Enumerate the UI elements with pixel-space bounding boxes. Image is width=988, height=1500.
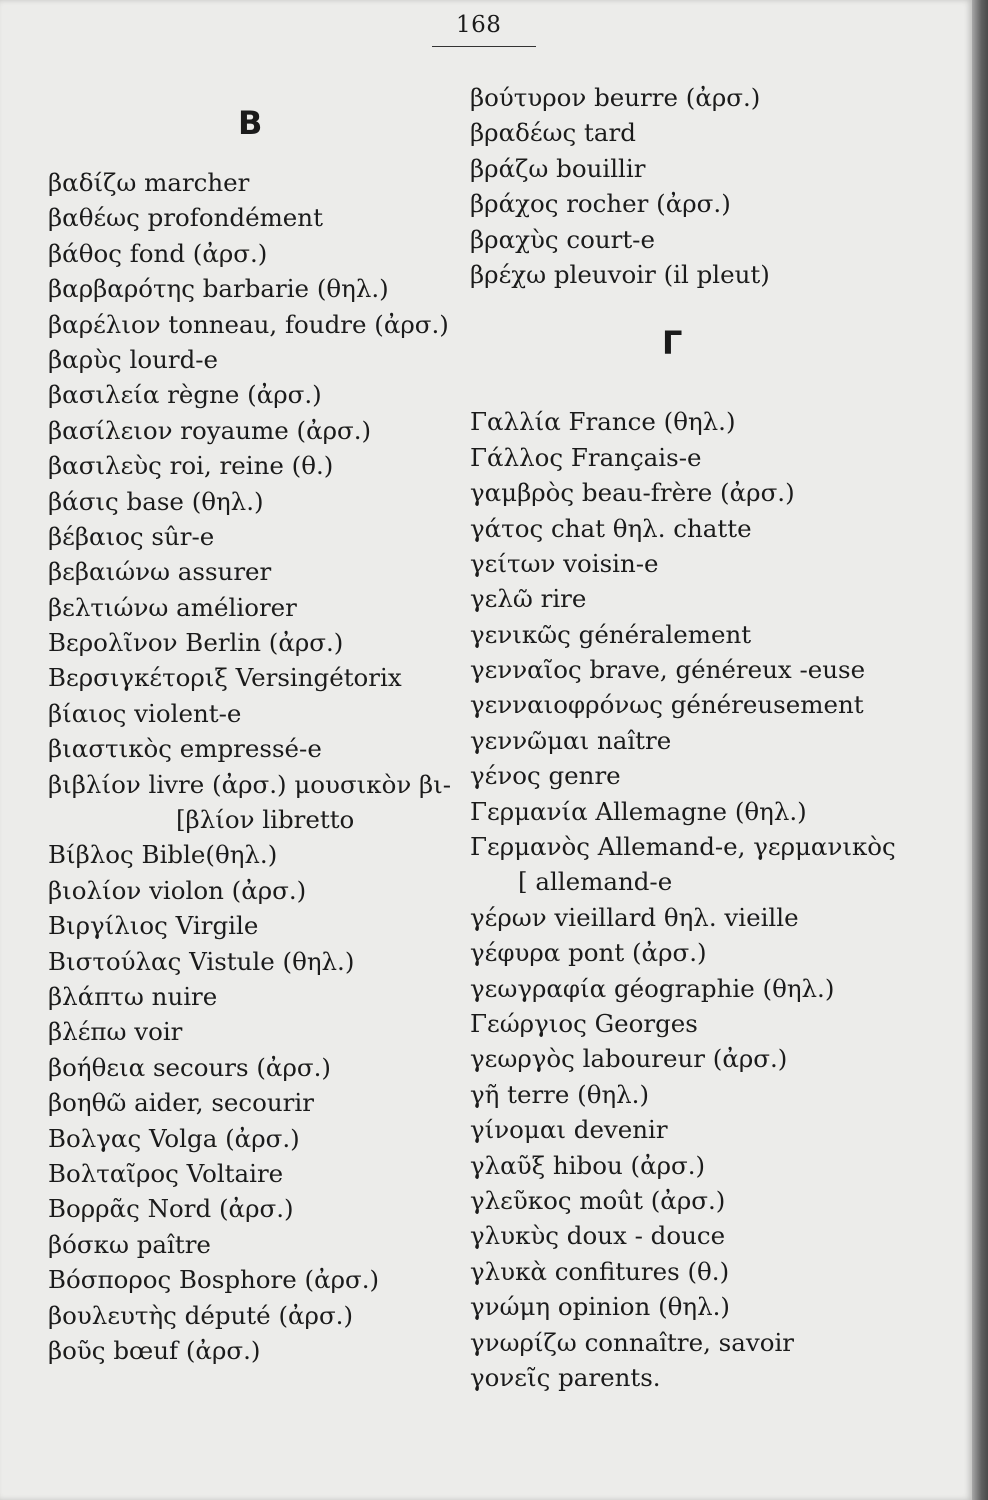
dictionary-entry: Γαλλία France (θηλ.)	[470, 407, 736, 437]
dictionary-entry: Βορρᾶς Nord (ἀρσ.)	[48, 1194, 294, 1224]
dictionary-entry: βασιλεία règne (ἀρσ.)	[48, 380, 322, 410]
dictionary-entry: γλυκὰ confitures (θ.)	[470, 1256, 730, 1286]
dictionary-entry: βοηθῶ aider, secourir	[48, 1088, 314, 1118]
dictionary-entry: γένος genre	[470, 761, 621, 791]
dictionary-entry: γνωρίζω connaître, savoir	[470, 1327, 794, 1357]
dictionary-entry: γνώμη opinion (θηλ.)	[470, 1292, 730, 1322]
dictionary-entry: βάσις base (θηλ.)	[48, 486, 264, 516]
dictionary-entry: βαρβαρότης barbarie (θηλ.)	[48, 274, 389, 304]
dictionary-entry: γελῶ rire	[470, 584, 587, 614]
dictionary-entry: βαρὺς lourd-e	[48, 344, 219, 374]
left-column	[48, 165, 468, 1368]
dictionary-entry: γείτων voisin-e	[470, 548, 659, 578]
dictionary-entry: γέρων vieillard θηλ. vieille	[470, 902, 799, 932]
dictionary-entry: γῆ terre (θηλ.)	[470, 1079, 650, 1109]
dictionary-entry: βιολίον violon (ἀρσ.)	[48, 875, 307, 905]
dictionary-entry: γενναιοφρόνως généreusement	[470, 690, 864, 720]
page-edge-shadow	[972, 0, 988, 1500]
dictionary-entry: γονεῖς parents.	[470, 1362, 661, 1392]
dictionary-entry: Βιργίλιος Virgile	[48, 911, 259, 941]
dictionary-entry: βλάπτω nuire	[48, 981, 218, 1011]
dictionary-entry: βελτιώνω améliorer	[48, 592, 297, 622]
dictionary-entry: Βόσπορος Bosphore (ἀρσ.)	[48, 1265, 380, 1295]
dictionary-entry: βραδέως tard	[470, 118, 636, 148]
dictionary-entry: βεβαιώνω assurer	[48, 557, 272, 587]
dictionary-entry: γλεῦκος moût (ἀρσ.)	[470, 1185, 726, 1215]
section-gap	[470, 292, 950, 404]
dictionary-entry: γάτος chat θηλ. chatte	[470, 513, 752, 543]
dictionary-entry: βοήθεια secours (ἀρσ.)	[48, 1052, 331, 1082]
dictionary-entry: γεννῶμαι naître	[470, 725, 672, 755]
dictionary-entry: βιβλίον livre (ἀρσ.) μουσικὸν βι-	[48, 769, 452, 799]
dictionary-entry: Γερμανία Allemagne (θηλ.)	[470, 796, 807, 826]
dictionary-entry: Βιστούλας Vistule (θηλ.)	[48, 946, 355, 976]
dictionary-entry: γίνομαι devenir	[470, 1115, 668, 1145]
dictionary-entry: Βερσιγκέτοριξ Versingétorix	[48, 663, 402, 693]
dictionary-entry: βρέχω pleuvoir (il pleut)	[470, 259, 770, 289]
section-heading-gamma: Γ	[662, 324, 683, 362]
dictionary-entry: γλυκὺς doux - douce	[470, 1221, 726, 1251]
dictionary-entry: γέφυρα pont (ἀρσ.)	[470, 938, 707, 968]
dictionary-entry: βασίλειον royaume (ἀρσ.)	[48, 415, 372, 445]
dictionary-entry: βόσκω paître	[48, 1229, 211, 1259]
dictionary-entry: Βίβλος Bible(θηλ.)	[48, 840, 278, 870]
dictionary-entry: γαμβρὸς beau-frère (ἀρσ.)	[470, 478, 795, 508]
dictionary-entry-continuation: [βλίον libretto	[176, 805, 355, 835]
dictionary-entry: Γερμανὸς Allemand-e, γερμανικὸς	[470, 832, 896, 862]
dictionary-entry: βουλευτὴς député (ἀρσ.)	[48, 1300, 354, 1330]
dictionary-entry: βράζω bouillir	[470, 153, 646, 183]
dictionary-entry: Βερολῖνον Berlin (ἀρσ.)	[48, 628, 344, 658]
page-number: 168	[456, 12, 502, 38]
dictionary-entry: γεωργὸς laboureur (ἀρσ.)	[470, 1044, 788, 1074]
dictionary-entry: Βολγας Volga (ἀρσ.)	[48, 1123, 300, 1153]
dictionary-entry: Γεώργιος Georges	[470, 1008, 698, 1038]
dictionary-entry: βαρέλιον tonneau, foudre (ἀρσ.)	[48, 309, 449, 339]
dictionary-entry: βοῦς bœuf (ἀρσ.)	[48, 1335, 261, 1365]
section-heading-b: B	[238, 104, 263, 142]
dictionary-entry: βράχος rocher (ἀρσ.)	[470, 189, 731, 219]
dictionary-entry: βιαστικὸς empressé-e	[48, 734, 322, 764]
dictionary-entry: βαδίζω marcher	[48, 168, 250, 197]
dictionary-entry: γλαῦξ hibou (ἀρσ.)	[470, 1150, 706, 1180]
dictionary-entry: βίαιος violent-e	[48, 698, 242, 728]
dictionary-entry-continuation: [ allemand-e	[518, 867, 673, 897]
page-number-rule	[432, 46, 536, 47]
dictionary-entry: βέβαιος sûr-e	[48, 521, 215, 551]
dictionary-entry: γενικῶς généralement	[470, 619, 752, 649]
dictionary-entry: βραχὺς court-e	[470, 224, 655, 254]
dictionary-entry: Γάλλος Français-e	[470, 442, 702, 472]
dictionary-entry: βλέπω voir	[48, 1017, 183, 1047]
dictionary-entry: γεωγραφία géographie (θηλ.)	[470, 973, 835, 1003]
dictionary-entry: γενναῖος brave, généreux -euse	[470, 655, 866, 685]
right-column	[470, 80, 950, 1395]
dictionary-entry: βασιλεὺς roi, reine (θ.)	[48, 451, 334, 481]
dictionary-entry: βαθέως profondément	[48, 203, 323, 233]
dictionary-entry: Βολταῖρος Voltaire	[48, 1158, 284, 1188]
dictionary-entry: βάθος fond (ἀρσ.)	[48, 238, 268, 268]
dictionary-entry: βούτυρον beurre (ἀρσ.)	[470, 83, 761, 112]
